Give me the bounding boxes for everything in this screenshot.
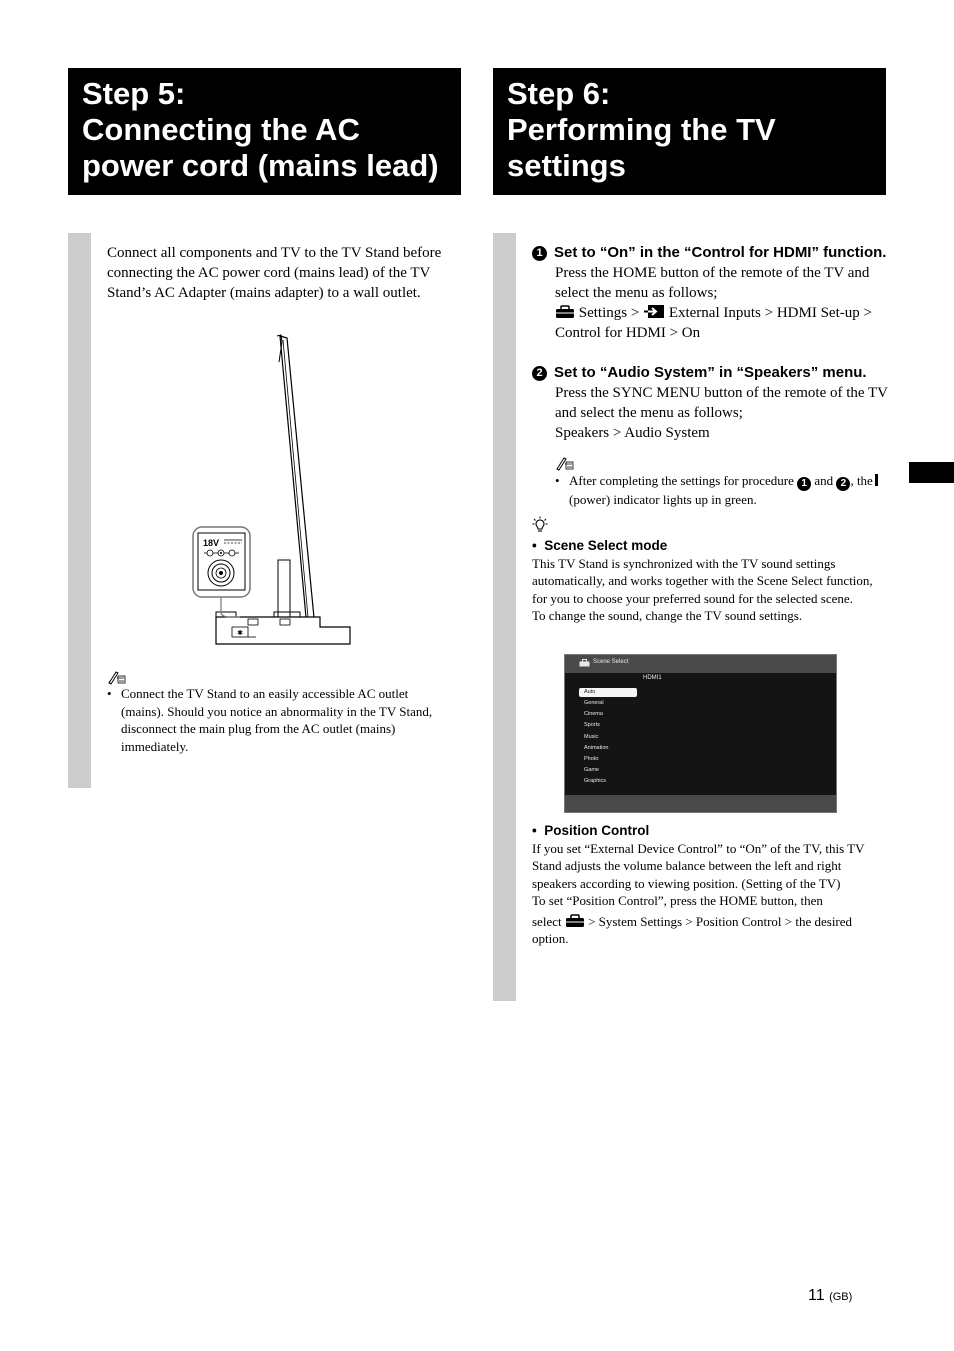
step6-heading-line1: Step 6: <box>507 76 611 111</box>
scene-option-sports[interactable]: Sports <box>584 722 600 729</box>
scene-select-header <box>565 655 836 673</box>
connector-voltage-label: 18V <box>203 538 220 548</box>
step6-note-and: and <box>814 473 834 488</box>
scene-select-screen <box>564 654 837 813</box>
tip-lightbulb-icon <box>532 516 548 534</box>
toolbox-settings-icon <box>555 305 575 319</box>
right-column-bar <box>493 233 516 1001</box>
svg-text:✱: ✱ <box>237 629 243 637</box>
tip-scene-select-text2: To change the sound, change the TV sound settings. <box>532 608 803 623</box>
tip-position-control-text2a: To set “Position Control”, press the HOME button, then <box>532 893 823 908</box>
scene-option-general[interactable]: General <box>584 700 604 706</box>
step5-intro: Connect all components and TV to the TV Stand before connecting the AC power cord (mains lead) of the TV Stand’s AC Adapter (mains adapter) to a wall outlet. <box>107 245 442 301</box>
page-region: (GB) <box>829 1291 853 1303</box>
step6-note-c: (power) indicator lights up in green. <box>569 492 757 507</box>
power-indicator-icon <box>875 474 878 486</box>
step6-item1-title: Set to “On” in the “Control for HDMI” function. <box>554 244 887 261</box>
tip-scene-select-title: • Scene Select mode <box>532 538 668 553</box>
step6-item2-title: Set to “Audio System” in “Speakers” menu. <box>554 364 867 381</box>
toolbox-settings-icon <box>579 659 590 667</box>
step6-item-1 <box>532 243 892 343</box>
bullet-dot: • <box>107 686 112 701</box>
step5-heading-line3: power cord (mains lead) <box>82 148 439 183</box>
step6-item-2 <box>532 363 892 443</box>
page-number-value: 11 <box>808 1287 825 1304</box>
scene-option-animation[interactable]: Animation <box>584 744 609 751</box>
toolbox-settings-icon <box>565 914 585 928</box>
scene-option-graphics[interactable]: Graphics <box>584 778 607 785</box>
tip-position-control-path: > System Settings > Position Control > the desired option. <box>532 913 853 946</box>
page-number <box>808 1287 852 1305</box>
step5-note-text: Connect the TV Stand to an easily accessible AC outlet (mains). Should you notice an abnormality in the TV Stand, disconnect the main plug from the AC outlet (mains) immediately. <box>121 686 433 754</box>
tip-scene-select-text: This TV Stand is synchronized with the TV sound settings automatically, and works together with the Scene Select function, for you to choose your preferred sound for the selected scene. <box>532 555 873 606</box>
note-pencil-icon <box>555 455 575 471</box>
step5-note <box>107 685 452 755</box>
tip-position-control-text: If you set “External Device Control” to “On” of the TV, this TV Stand adjusts the volume balance between the left and right speakers according to viewing position. (Setting of the TV) <box>532 840 865 891</box>
external-input-icon <box>643 304 665 319</box>
bullet-dot: • <box>555 473 560 488</box>
step6-item1-path-rest: External Inputs > HDMI Set-up > Control for HDMI > On <box>555 305 872 341</box>
step-number-2-icon: 2 <box>836 477 850 491</box>
step6-item2-path: Speakers > Audio System <box>555 425 710 441</box>
tip-scene-select <box>532 537 887 625</box>
note-pencil-icon <box>107 669 127 685</box>
scene-select-footer <box>565 795 836 812</box>
step6-note-b: the <box>856 473 873 488</box>
tip-position-control-title: • Position Control <box>532 823 650 838</box>
step6-heading <box>493 68 886 195</box>
step6-note-comma: , <box>850 473 854 488</box>
step6-note-a: After completing the settings for procedure <box>569 473 794 488</box>
section-edge-tab <box>909 462 954 483</box>
scene-option-auto[interactable]: Auto <box>579 688 637 697</box>
step-number-2-icon: 2 <box>532 366 547 381</box>
scene-option-music[interactable]: Music <box>584 733 599 740</box>
step5-heading-line2: Connecting the AC <box>82 112 360 147</box>
step6-item1-path-settings: Settings > <box>578 305 640 321</box>
step6-item2-text: Press the SYNC MENU button of the remote of the TV and select the menu as follows; <box>555 385 888 421</box>
tip-position-control <box>532 822 887 948</box>
step6-item1-text: Press the HOME button of the remote of the TV and select the menu as follows; <box>555 265 870 301</box>
scene-option-cinema[interactable]: Cinema <box>584 711 603 718</box>
scene-option-photo[interactable]: Photo <box>584 755 599 762</box>
step5-heading-line1: Step 5: <box>82 76 186 111</box>
tip-position-control-select: select <box>532 913 562 929</box>
step-number-1-icon: 1 <box>797 477 811 491</box>
scene-select-options <box>579 687 637 788</box>
tv-stand-illustration <box>190 332 355 648</box>
scene-select-input-label: HDMI1 <box>643 675 662 681</box>
left-column-bar <box>68 233 91 788</box>
step6-heading-line2: Performing the TV <box>507 112 776 147</box>
scene-option-game[interactable]: Game <box>584 767 599 774</box>
scene-select-title: Scene Select <box>593 659 629 665</box>
step6-heading-line3: settings <box>507 148 626 183</box>
step5-heading <box>68 68 461 195</box>
step-number-1-icon: 1 <box>532 246 547 261</box>
step6-note <box>555 472 887 509</box>
